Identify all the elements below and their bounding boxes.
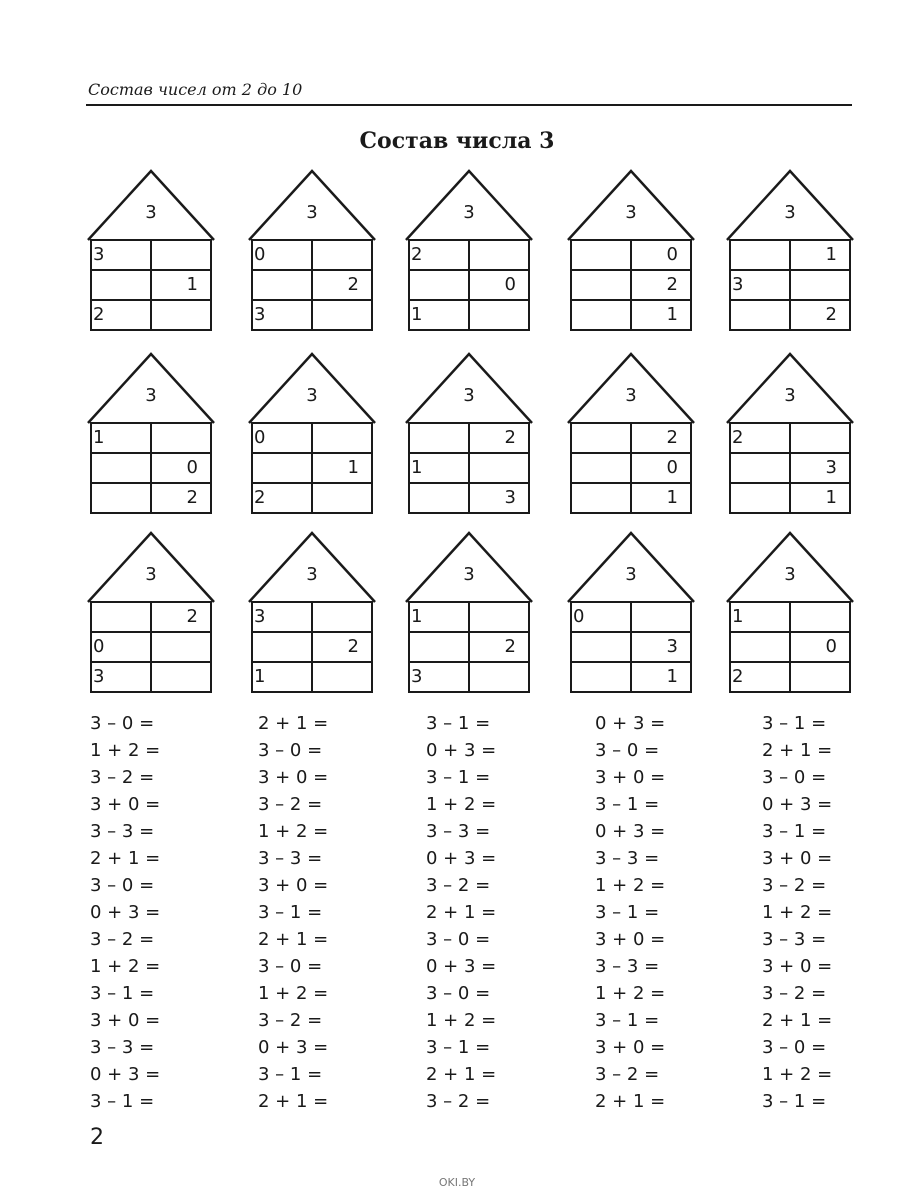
cell-number-left: 2 (732, 666, 744, 687)
roof-number: 3 (463, 202, 475, 223)
exercise-item: 3 + 0 = (595, 1037, 666, 1058)
cell-number-right: 3 (504, 487, 516, 508)
cell-number-left: 0 (254, 427, 266, 448)
exercise-item: 3 – 3 = (90, 1037, 155, 1058)
exercise-item: 3 – 1 = (762, 713, 827, 734)
cell-number-left: 0 (93, 636, 105, 657)
exercise-item: 3 – 3 = (595, 956, 660, 977)
number-house (406, 532, 532, 694)
exercise-item: 3 + 0 = (595, 929, 666, 950)
exercise-item: 3 – 1 = (90, 983, 155, 1004)
exercise-item: 3 – 0 = (258, 956, 323, 977)
cell-number-right: 3 (666, 636, 678, 657)
exercise-item: 0 + 3 = (426, 740, 497, 761)
exercise-item: 2 + 1 = (258, 1091, 329, 1112)
exercise-item: 1 + 2 = (258, 983, 329, 1004)
house-outline (249, 532, 375, 692)
exercise-item: 3 – 2 = (762, 875, 827, 896)
cell-number-left: 2 (411, 244, 423, 265)
exercise-item: 3 – 0 = (90, 713, 155, 734)
exercise-item: 0 + 3 = (595, 713, 666, 734)
roof-number: 3 (306, 202, 318, 223)
cell-number-left: 2 (93, 304, 105, 325)
roof-number: 3 (306, 564, 318, 585)
house-outline (406, 532, 532, 692)
exercise-item: 0 + 3 = (426, 956, 497, 977)
cell-number-left: 3 (254, 304, 266, 325)
roof-number: 3 (306, 385, 318, 406)
running-header: Состав чисел от 2 до 10 (88, 80, 303, 99)
cell-number-left: 1 (254, 666, 266, 687)
number-house (406, 170, 532, 332)
cell-number-left: 0 (254, 244, 266, 265)
exercise-item: 3 – 1 = (258, 1064, 323, 1085)
exercise-column (258, 710, 328, 1115)
cell-number-left: 1 (411, 457, 423, 478)
cell-number-right: 0 (825, 636, 837, 657)
number-house (568, 353, 694, 515)
roof-number: 3 (784, 202, 796, 223)
exercise-item: 0 + 3 = (90, 1064, 161, 1085)
cell-number-right: 1 (825, 244, 837, 265)
number-house (727, 170, 853, 332)
exercise-item: 3 – 3 = (258, 848, 323, 869)
exercise-item: 3 + 0 = (90, 1010, 161, 1031)
exercise-item: 1 + 2 = (762, 902, 833, 923)
exercise-item: 2 + 1 = (426, 1064, 497, 1085)
cell-number-right: 2 (666, 274, 678, 295)
cell-number-right: 2 (666, 427, 678, 448)
exercise-item: 3 + 0 = (258, 767, 329, 788)
cell-number-right: 2 (186, 487, 198, 508)
exercise-item: 3 – 3 = (90, 821, 155, 842)
exercise-item: 3 – 1 = (426, 1037, 491, 1058)
cell-number-right: 1 (666, 487, 678, 508)
exercise-item: 3 + 0 = (762, 848, 833, 869)
exercise-item: 2 + 1 = (426, 902, 497, 923)
exercise-item: 0 + 3 = (762, 794, 833, 815)
roof-number: 3 (145, 385, 157, 406)
exercise-item: 0 + 3 = (595, 821, 666, 842)
exercise-item: 1 + 2 = (762, 1064, 833, 1085)
page-title: Состав числа 3 (359, 128, 555, 154)
cell-number-right: 0 (666, 457, 678, 478)
exercise-item: 3 – 0 = (258, 740, 323, 761)
roof-number: 3 (625, 202, 637, 223)
exercise-item: 2 + 1 = (90, 848, 161, 869)
roof-number: 3 (145, 202, 157, 223)
exercise-item: 1 + 2 = (90, 740, 161, 761)
number-house (406, 353, 532, 515)
cell-number-right: 0 (504, 274, 516, 295)
cell-number-right: 3 (825, 457, 837, 478)
exercise-item: 3 – 2 = (426, 875, 491, 896)
exercise-item: 3 + 0 = (258, 875, 329, 896)
exercise-item: 3 – 3 = (426, 821, 491, 842)
cell-number-left: 1 (93, 427, 105, 448)
watermark: OKI.BY (438, 1176, 476, 1189)
exercise-item: 3 – 1 = (595, 902, 660, 923)
cell-number-right: 1 (666, 304, 678, 325)
roof-number: 3 (784, 564, 796, 585)
exercise-item: 1 + 2 = (90, 956, 161, 977)
exercise-item: 3 – 1 = (595, 794, 660, 815)
exercise-item: 1 + 2 = (426, 794, 497, 815)
cell-number-right: 0 (666, 244, 678, 265)
cell-number-right: 2 (504, 427, 516, 448)
number-house (88, 353, 214, 515)
exercise-item: 2 + 1 = (595, 1091, 666, 1112)
number-house (88, 532, 214, 694)
exercise-item: 3 – 2 = (90, 767, 155, 788)
exercise-item: 3 – 0 = (426, 983, 491, 1004)
roof-number: 3 (625, 564, 637, 585)
number-house (249, 170, 375, 332)
cell-number-right: 1 (666, 666, 678, 687)
house-outline (249, 353, 375, 513)
exercise-item: 3 + 0 = (90, 794, 161, 815)
number-house (88, 170, 214, 332)
house-outline (727, 532, 853, 692)
cell-number-right: 1 (825, 487, 837, 508)
exercise-item: 3 – 2 = (90, 929, 155, 950)
exercise-item: 3 – 3 = (595, 848, 660, 869)
cell-number-left: 1 (411, 606, 423, 627)
exercise-item: 0 + 3 = (258, 1037, 329, 1058)
cell-number-left: 3 (93, 244, 105, 265)
number-house (249, 353, 375, 515)
cell-number-left: 2 (732, 427, 744, 448)
cell-number-left: 1 (732, 606, 744, 627)
exercise-item: 0 + 3 = (426, 848, 497, 869)
exercise-item: 3 – 1 = (426, 713, 491, 734)
exercise-item: 3 – 1 = (426, 767, 491, 788)
number-house (727, 532, 853, 694)
exercise-item: 3 – 1 = (595, 1010, 660, 1031)
exercise-item: 3 – 1 = (258, 902, 323, 923)
cell-number-left: 3 (732, 274, 744, 295)
number-house (568, 532, 694, 694)
roof-number: 3 (463, 385, 475, 406)
exercise-column (595, 710, 665, 1115)
exercise-column (762, 710, 832, 1115)
cell-number-right: 2 (347, 636, 359, 657)
cell-number-right: 1 (186, 274, 198, 295)
house-outline (249, 170, 375, 330)
roof-number: 3 (463, 564, 475, 585)
cell-number-left: 3 (411, 666, 423, 687)
exercise-item: 3 – 2 = (258, 794, 323, 815)
header-rule (86, 104, 852, 106)
cell-number-right: 2 (186, 606, 198, 627)
cell-number-left: 3 (93, 666, 105, 687)
exercise-item: 3 – 0 = (595, 740, 660, 761)
cell-number-left: 3 (254, 606, 266, 627)
cell-number-right: 2 (347, 274, 359, 295)
cell-number-left: 2 (254, 487, 266, 508)
exercise-item: 3 – 1 = (762, 1091, 827, 1112)
exercise-item: 3 + 0 = (762, 956, 833, 977)
exercise-item: 2 + 1 = (762, 1010, 833, 1031)
exercise-item: 0 + 3 = (90, 902, 161, 923)
exercise-item: 3 – 1 = (762, 821, 827, 842)
cell-number-right: 0 (186, 457, 198, 478)
roof-number: 3 (784, 385, 796, 406)
exercise-item: 2 + 1 = (258, 929, 329, 950)
exercise-column (90, 710, 160, 1115)
cell-number-left: 0 (573, 606, 585, 627)
exercise-item: 1 + 2 = (426, 1010, 497, 1031)
exercise-item: 3 – 3 = (762, 929, 827, 950)
number-house (727, 353, 853, 515)
exercise-item: 3 – 0 = (90, 875, 155, 896)
house-outline (88, 170, 214, 330)
exercise-item: 1 + 2 = (595, 983, 666, 1004)
exercise-item: 3 – 1 = (90, 1091, 155, 1112)
page-number: 2 (90, 1125, 104, 1150)
exercise-item: 3 – 0 = (762, 767, 827, 788)
exercise-item: 3 + 0 = (595, 767, 666, 788)
exercise-item: 3 – 2 = (426, 1091, 491, 1112)
exercise-item: 2 + 1 = (762, 740, 833, 761)
roof-number: 3 (145, 564, 157, 585)
house-outline (406, 170, 532, 330)
exercise-item: 3 – 0 = (762, 1037, 827, 1058)
cell-number-right: 2 (825, 304, 837, 325)
exercise-item: 3 – 2 = (258, 1010, 323, 1031)
exercise-column (426, 710, 496, 1115)
cell-number-right: 1 (347, 457, 359, 478)
roof-number: 3 (625, 385, 637, 406)
number-house (568, 170, 694, 332)
number-house (249, 532, 375, 694)
exercise-item: 3 – 0 = (426, 929, 491, 950)
exercise-item: 1 + 2 = (595, 875, 666, 896)
exercise-item: 3 – 2 = (762, 983, 827, 1004)
exercise-item: 2 + 1 = (258, 713, 329, 734)
exercise-item: 3 – 2 = (595, 1064, 660, 1085)
exercise-item: 1 + 2 = (258, 821, 329, 842)
cell-number-left: 1 (411, 304, 423, 325)
cell-number-right: 2 (504, 636, 516, 657)
